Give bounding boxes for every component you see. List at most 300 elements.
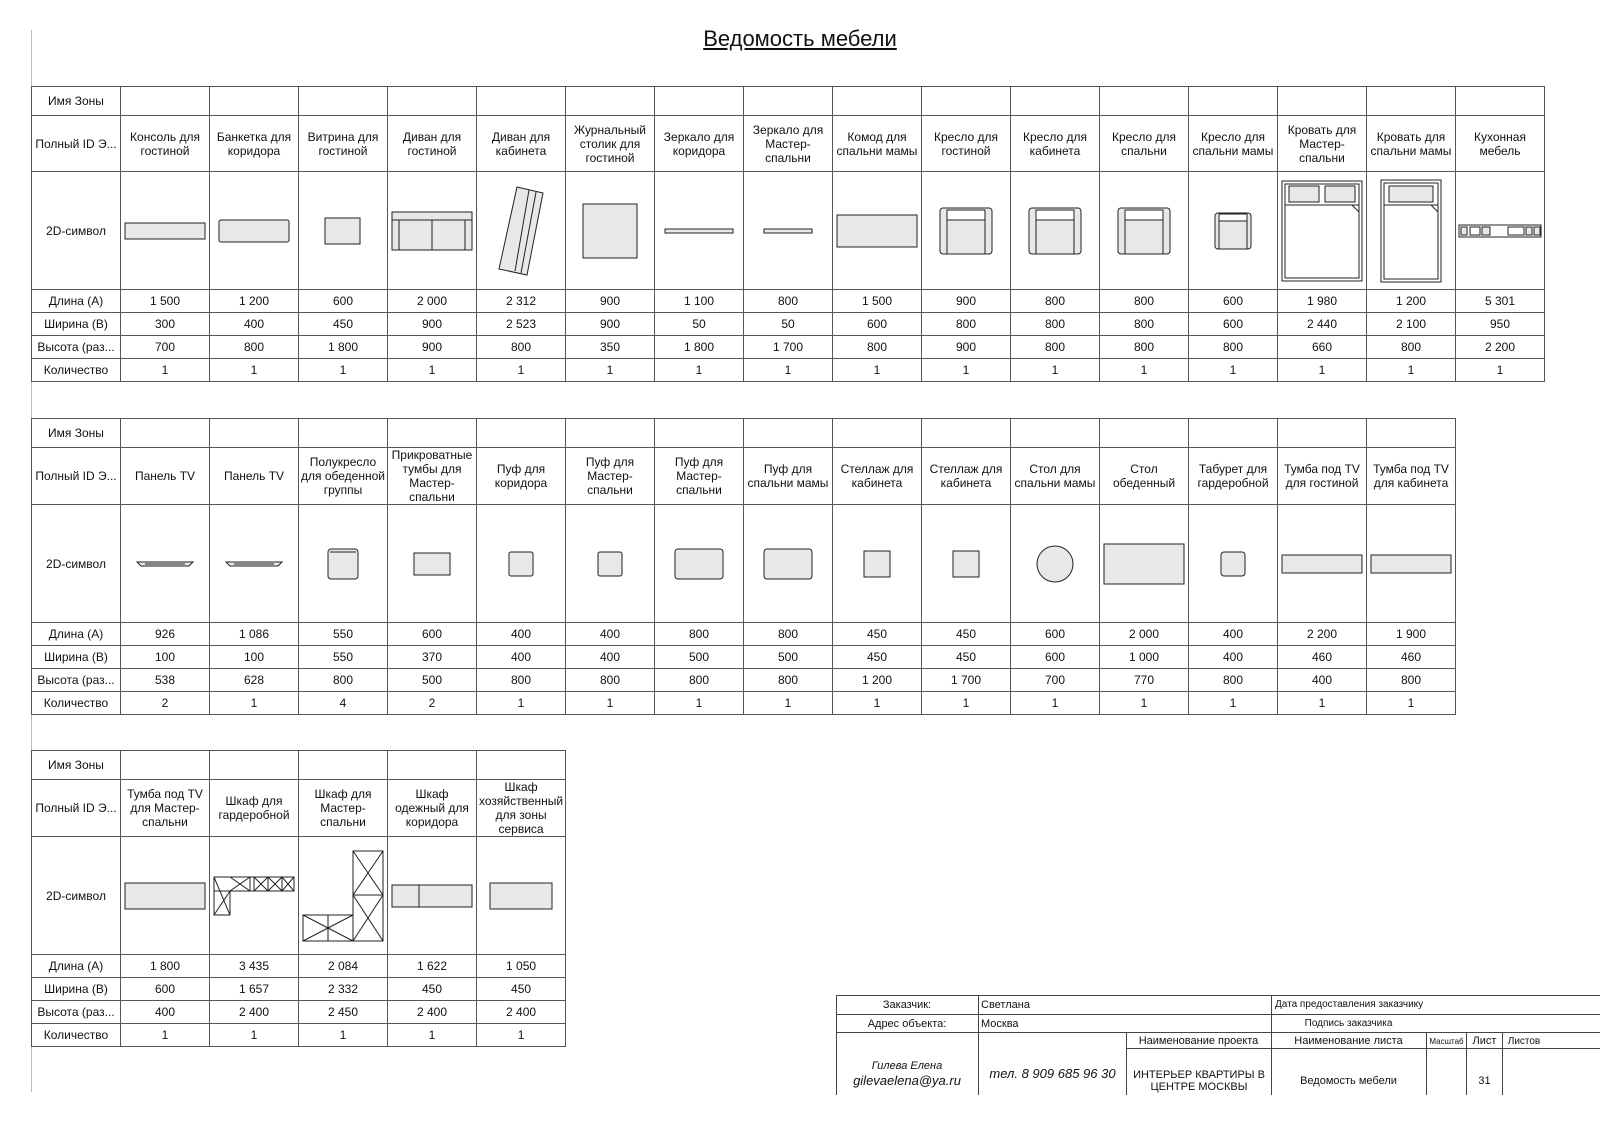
cell-length: 1 086 (210, 623, 299, 646)
row-label-qty: Количество (32, 359, 121, 382)
symbol-cell-square-icon (566, 172, 655, 290)
zone-cell (388, 751, 477, 780)
cell-length: 1 200 (210, 290, 299, 313)
zone-cell (1189, 419, 1278, 448)
scale-label: Масштаб (1429, 1037, 1464, 1046)
cell-height: 500 (388, 669, 477, 692)
cell-height: 800 (1100, 336, 1189, 359)
cell-qty: 1 (210, 1024, 299, 1047)
symbol-cell-small-rect-icon (299, 172, 388, 290)
table-row-qty (32, 1024, 566, 1047)
cell-length: 1 900 (1367, 623, 1456, 646)
symbol-cell-tv-icon (121, 505, 210, 623)
symbol-cell-big-pouf-icon (744, 505, 833, 623)
cell-qty: 1 (121, 359, 210, 382)
zone-cell (833, 87, 922, 116)
furniture-table-1 (31, 86, 1545, 382)
cell-width: 2 332 (299, 978, 388, 1001)
cell-qty: 1 (744, 692, 833, 715)
symbol-cell-tilted-sofa-icon (477, 172, 566, 290)
zone-cell (1278, 419, 1367, 448)
cell-name: Панель TV (121, 448, 210, 505)
symbol-cell-tv-stand-deep-icon (121, 837, 210, 955)
symbol-cell-wardrobe-l-icon (210, 837, 299, 955)
cell-height: 628 (210, 669, 299, 692)
cell-width: 900 (566, 313, 655, 336)
row-label-qty: Количество (32, 1024, 121, 1047)
cell-name: Журнальный столик для гостиной (566, 116, 655, 172)
address-value: Москва (981, 1018, 1019, 1030)
cell-height: 2 400 (210, 1001, 299, 1024)
zone-cell (121, 87, 210, 116)
zone-cell (1456, 87, 1545, 116)
cell-width: 500 (655, 646, 744, 669)
cell-height: 800 (210, 336, 299, 359)
zone-cell (477, 419, 566, 448)
cell-name: Кресло для гостиной (922, 116, 1011, 172)
symbol-cell-nightstand-icon (388, 505, 477, 623)
table-row-height (32, 1001, 566, 1024)
document-title (0, 26, 1600, 52)
symbol-cell-big-pouf-icon (655, 505, 744, 623)
symbol-cell-mirror-icon (655, 172, 744, 290)
cell-height: 800 (1367, 336, 1456, 359)
symbol-cell-tv-icon (210, 505, 299, 623)
cell-name: Шкаф хозяйственный для зоны сервиса (477, 780, 566, 837)
cell-height: 350 (566, 336, 655, 359)
sheet-label: Лист (1472, 1035, 1497, 1047)
zone-cell (210, 419, 299, 448)
cell-height: 1 800 (299, 336, 388, 359)
cell-width: 100 (121, 646, 210, 669)
cell-height: 1 700 (744, 336, 833, 359)
cell-qty: 1 (388, 1024, 477, 1047)
cell-qty: 1 (121, 1024, 210, 1047)
project-label: Наименование проекта (1138, 1035, 1259, 1047)
cell-qty: 1 (1367, 359, 1456, 382)
cell-height: 800 (299, 669, 388, 692)
zone-cell (1100, 419, 1189, 448)
zone-cell (833, 419, 922, 448)
cell-height: 800 (744, 669, 833, 692)
cell-qty: 1 (210, 359, 299, 382)
cell-width: 50 (744, 313, 833, 336)
cell-height: 800 (477, 336, 566, 359)
zone-cell (1367, 419, 1456, 448)
cell-length: 800 (744, 623, 833, 646)
table-row-id (32, 448, 1456, 505)
cell-name: Зеркало для Мастер-спальни (744, 116, 833, 172)
symbol-cell-small-armchair-icon (1189, 172, 1278, 290)
symbol-cell-pouf-icon (566, 505, 655, 623)
zone-cell (922, 419, 1011, 448)
cell-name: Зеркало для коридора (655, 116, 744, 172)
cell-qty: 4 (299, 692, 388, 715)
cell-length: 800 (1100, 290, 1189, 313)
cell-width: 800 (1011, 313, 1100, 336)
zone-cell (744, 419, 833, 448)
zone-cell (210, 87, 299, 116)
cell-height: 400 (1278, 669, 1367, 692)
cell-length: 450 (922, 623, 1011, 646)
cell-width: 600 (1189, 313, 1278, 336)
cell-name: Пуф для спальни мамы (744, 448, 833, 505)
zone-cell (477, 87, 566, 116)
cell-width: 450 (388, 978, 477, 1001)
cell-length: 600 (299, 290, 388, 313)
table-row-width (32, 313, 1545, 336)
cell-height: 800 (566, 669, 655, 692)
cell-length: 400 (566, 623, 655, 646)
cell-name: Пуф для Мастер-спальни (655, 448, 744, 505)
cell-length: 2 000 (388, 290, 477, 313)
symbol-cell-dining-table-icon (1100, 505, 1189, 623)
zone-cell (121, 751, 210, 780)
cell-length: 900 (922, 290, 1011, 313)
symbol-cell-single-bed-icon (1367, 172, 1456, 290)
cell-width: 800 (922, 313, 1011, 336)
zone-cell (655, 419, 744, 448)
cell-name: Кресло для спальни (1100, 116, 1189, 172)
cell-name: Тумба под TV для кабинета (1367, 448, 1456, 505)
cell-width: 50 (655, 313, 744, 336)
cell-name: Кровать для Мастер-спальни (1278, 116, 1367, 172)
cell-name: Шкаф для Мастер-спальни (299, 780, 388, 837)
cell-height: 1 800 (655, 336, 744, 359)
cell-height: 400 (121, 1001, 210, 1024)
symbol-cell-pouf-icon (477, 505, 566, 623)
cell-width: 460 (1367, 646, 1456, 669)
cell-name: Стол для спальни мамы (1011, 448, 1100, 505)
cell-name: Банкетка для коридора (210, 116, 299, 172)
row-label-qty: Количество (32, 692, 121, 715)
cell-qty: 1 (833, 692, 922, 715)
designer-name: Гилева Елена (871, 1060, 943, 1072)
symbol-cell-dresser-icon (833, 172, 922, 290)
table-row-length (32, 623, 1456, 646)
cell-name: Пуф для коридора (477, 448, 566, 505)
symbol-cell-tv-stand-icon (1367, 505, 1456, 623)
table-row-id (32, 116, 1545, 172)
cell-qty: 1 (1011, 692, 1100, 715)
cell-length: 5 301 (1456, 290, 1545, 313)
row-label-zone: Имя Зоны (32, 419, 121, 448)
cell-name: Кресло для спальни мамы (1189, 116, 1278, 172)
designer-phone: тел. 8 909 685 96 30 (989, 1066, 1116, 1081)
cell-height: 800 (1189, 336, 1278, 359)
cell-width: 400 (210, 313, 299, 336)
row-label-symbol: 2D-символ (32, 837, 121, 955)
symbol-cell-armchair-icon (1011, 172, 1100, 290)
cell-name: Стеллаж для кабинета (833, 448, 922, 505)
zone-cell (1011, 419, 1100, 448)
cell-qty: 1 (1100, 359, 1189, 382)
symbol-cell-service-cabinet-icon (477, 837, 566, 955)
symbol-cell-wardrobe-corner-icon (299, 837, 388, 955)
cell-qty: 1 (655, 359, 744, 382)
symbol-cell-armchair-icon (922, 172, 1011, 290)
cell-width: 600 (121, 978, 210, 1001)
cell-height: 800 (477, 669, 566, 692)
cell-name: Полукресло для обеденной группы (299, 448, 388, 505)
symbol-cell-bench-icon (210, 172, 299, 290)
cell-height: 700 (1011, 669, 1100, 692)
cell-qty: 1 (1456, 359, 1545, 382)
row-label-symbol: 2D-символ (32, 505, 121, 623)
symbol-cell-mirror-short-icon (744, 172, 833, 290)
cell-length: 1 100 (655, 290, 744, 313)
zone-cell (566, 419, 655, 448)
cell-length: 800 (655, 623, 744, 646)
symbol-cell-kitchen-icon (1456, 172, 1545, 290)
cell-length: 2 200 (1278, 623, 1367, 646)
cell-name: Тумба под TV для Мастер-спальни (121, 780, 210, 837)
cell-qty: 1 (388, 359, 477, 382)
cell-height: 800 (833, 336, 922, 359)
cell-qty: 1 (477, 359, 566, 382)
cell-length: 450 (833, 623, 922, 646)
zone-cell (655, 87, 744, 116)
sheet-name-label: Наименование листа (1294, 1035, 1403, 1047)
cell-width: 370 (388, 646, 477, 669)
cell-width: 400 (1189, 646, 1278, 669)
cell-width: 450 (922, 646, 1011, 669)
signature-label: Подпись заказчика (1304, 1018, 1393, 1029)
cell-qty: 1 (1367, 692, 1456, 715)
title-text: Ведомость мебели (703, 26, 897, 51)
cell-height: 900 (388, 336, 477, 359)
table-row-symbol (32, 172, 1545, 290)
table-row-qty (32, 692, 1456, 715)
symbol-cell-tv-stand-icon (1278, 505, 1367, 623)
cell-height: 2 400 (477, 1001, 566, 1024)
cell-name: Панель TV (210, 448, 299, 505)
table-row-length (32, 955, 566, 978)
zone-cell (922, 87, 1011, 116)
sheet-number: 31 (1478, 1075, 1491, 1087)
cell-height: 2 400 (388, 1001, 477, 1024)
zone-cell (1011, 87, 1100, 116)
cell-name: Пуф для Мастер-спальни (566, 448, 655, 505)
cell-qty: 2 (388, 692, 477, 715)
symbol-cell-stool-icon (1189, 505, 1278, 623)
cell-height: 1 200 (833, 669, 922, 692)
cell-length: 1 622 (388, 955, 477, 978)
cell-width: 2 440 (1278, 313, 1367, 336)
cell-width: 400 (566, 646, 655, 669)
cell-qty: 1 (655, 692, 744, 715)
designer-email: gilevaelena@ya.ru (853, 1073, 961, 1088)
cell-length: 2 312 (477, 290, 566, 313)
zone-cell (121, 419, 210, 448)
cell-width: 1 657 (210, 978, 299, 1001)
title-block (836, 995, 1600, 1095)
table-row-width (32, 646, 1456, 669)
cell-length: 3 435 (210, 955, 299, 978)
cell-length: 1 800 (121, 955, 210, 978)
cell-name: Диван для кабинета (477, 116, 566, 172)
table-row-width (32, 978, 566, 1001)
sheets-label: Листов (1507, 1036, 1541, 1047)
symbol-cell-console-icon (121, 172, 210, 290)
cell-width: 450 (477, 978, 566, 1001)
zone-cell (299, 751, 388, 780)
zone-cell (744, 87, 833, 116)
cell-name: Комод для спальни мамы (833, 116, 922, 172)
cell-qty: 1 (1189, 359, 1278, 382)
cell-width: 460 (1278, 646, 1367, 669)
zone-cell (210, 751, 299, 780)
cell-qty: 1 (1278, 692, 1367, 715)
symbol-cell-armchair-icon (1100, 172, 1189, 290)
furniture-table-2 (31, 418, 1456, 715)
zone-cell (1100, 87, 1189, 116)
symbol-cell-double-bed-icon (1278, 172, 1367, 290)
zone-cell (299, 419, 388, 448)
cell-length: 800 (744, 290, 833, 313)
row-label-width: Ширина (B) (32, 646, 121, 669)
cell-qty: 1 (1100, 692, 1189, 715)
customer-label: Заказчик: (882, 999, 932, 1011)
symbol-cell-wardrobe-straight-icon (388, 837, 477, 955)
zone-cell (1189, 87, 1278, 116)
cell-qty: 1 (1278, 359, 1367, 382)
customer-value: Светлана (981, 999, 1030, 1011)
cell-qty: 1 (833, 359, 922, 382)
cell-height: 700 (121, 336, 210, 359)
cell-qty: 1 (922, 692, 1011, 715)
zone-cell (477, 751, 566, 780)
table-row-symbol (32, 837, 566, 955)
cell-qty: 1 (922, 359, 1011, 382)
symbol-cell-chair-icon (299, 505, 388, 623)
cell-qty: 1 (477, 692, 566, 715)
cell-name: Стеллаж для кабинета (922, 448, 1011, 505)
table-row-id (32, 780, 566, 837)
cell-length: 900 (566, 290, 655, 313)
symbol-cell-rack-icon (833, 505, 922, 623)
sheet-name: Ведомость мебели (1300, 1075, 1397, 1087)
cell-length: 1 500 (833, 290, 922, 313)
table-row-height (32, 336, 1545, 359)
cell-length: 600 (1011, 623, 1100, 646)
row-label-id: Полный ID Э... (32, 448, 121, 505)
project-name: ИНТЕРЬЕР КВАРТИРЫ В ЦЕНТРЕ МОСКВЫ (1133, 1069, 1265, 1093)
table-row-height (32, 669, 1456, 692)
cell-qty: 2 (121, 692, 210, 715)
cell-width: 900 (388, 313, 477, 336)
cell-length: 1 980 (1278, 290, 1367, 313)
cell-width: 550 (299, 646, 388, 669)
row-label-height: Высота (раз... (32, 1001, 121, 1024)
cell-name: Кровать для спальни мамы (1367, 116, 1456, 172)
cell-length: 550 (299, 623, 388, 646)
cell-length: 800 (1011, 290, 1100, 313)
symbol-cell-round-table-icon (1011, 505, 1100, 623)
cell-width: 600 (1011, 646, 1100, 669)
cell-name: Кресло для кабинета (1011, 116, 1100, 172)
cell-length: 2 000 (1100, 623, 1189, 646)
cell-name: Шкаф для гардеробной (210, 780, 299, 837)
cell-length: 1 500 (121, 290, 210, 313)
cell-name: Консоль для гостиной (121, 116, 210, 172)
cell-height: 800 (655, 669, 744, 692)
furniture-table-3 (31, 750, 566, 1047)
zone-cell (299, 87, 388, 116)
cell-name: Шкаф одежный для коридора (388, 780, 477, 837)
row-label-width: Ширина (B) (32, 313, 121, 336)
table-row-zone (32, 751, 566, 780)
cell-height: 800 (1367, 669, 1456, 692)
cell-width: 300 (121, 313, 210, 336)
cell-length: 926 (121, 623, 210, 646)
cell-width: 1 000 (1100, 646, 1189, 669)
cell-name: Стол обеденный (1100, 448, 1189, 505)
row-label-length: Длина (A) (32, 290, 121, 313)
cell-height: 538 (121, 669, 210, 692)
cell-width: 800 (1100, 313, 1189, 336)
zone-cell (1278, 87, 1367, 116)
row-label-width: Ширина (B) (32, 978, 121, 1001)
cell-width: 2 100 (1367, 313, 1456, 336)
table-row-zone (32, 87, 1545, 116)
cell-qty: 1 (566, 359, 655, 382)
cell-width: 2 523 (477, 313, 566, 336)
cell-width: 450 (833, 646, 922, 669)
table-row-zone (32, 419, 1456, 448)
cell-name: Тумба под TV для гостиной (1278, 448, 1367, 505)
cell-qty: 1 (210, 692, 299, 715)
cell-name: Диван для гостиной (388, 116, 477, 172)
cell-length: 400 (477, 623, 566, 646)
zone-cell (388, 87, 477, 116)
cell-length: 600 (1189, 290, 1278, 313)
row-label-height: Высота (раз... (32, 669, 121, 692)
cell-width: 600 (833, 313, 922, 336)
cell-qty: 1 (477, 1024, 566, 1047)
cell-height: 660 (1278, 336, 1367, 359)
table-row-symbol (32, 505, 1456, 623)
cell-width: 100 (210, 646, 299, 669)
zone-cell (1367, 87, 1456, 116)
cell-height: 800 (1189, 669, 1278, 692)
cell-length: 1 200 (1367, 290, 1456, 313)
cell-height: 770 (1100, 669, 1189, 692)
row-label-symbol: 2D-символ (32, 172, 121, 290)
cell-qty: 1 (299, 359, 388, 382)
zone-cell (388, 419, 477, 448)
zone-cell (566, 87, 655, 116)
symbol-cell-rack-icon (922, 505, 1011, 623)
row-label-id: Полный ID Э... (32, 116, 121, 172)
cell-qty: 1 (744, 359, 833, 382)
date-label: Дата предоставления заказчику (1275, 999, 1424, 1010)
row-label-length: Длина (A) (32, 955, 121, 978)
row-label-length: Длина (A) (32, 623, 121, 646)
table-row-qty (32, 359, 1545, 382)
cell-width: 400 (477, 646, 566, 669)
cell-height: 2 450 (299, 1001, 388, 1024)
cell-name: Витрина для гостиной (299, 116, 388, 172)
row-label-height: Высота (раз... (32, 336, 121, 359)
cell-qty: 1 (566, 692, 655, 715)
cell-length: 600 (388, 623, 477, 646)
table-row-length (32, 290, 1545, 313)
cell-height: 2 200 (1456, 336, 1545, 359)
cell-height: 1 700 (922, 669, 1011, 692)
cell-qty: 1 (1011, 359, 1100, 382)
row-label-id: Полный ID Э... (32, 780, 121, 837)
